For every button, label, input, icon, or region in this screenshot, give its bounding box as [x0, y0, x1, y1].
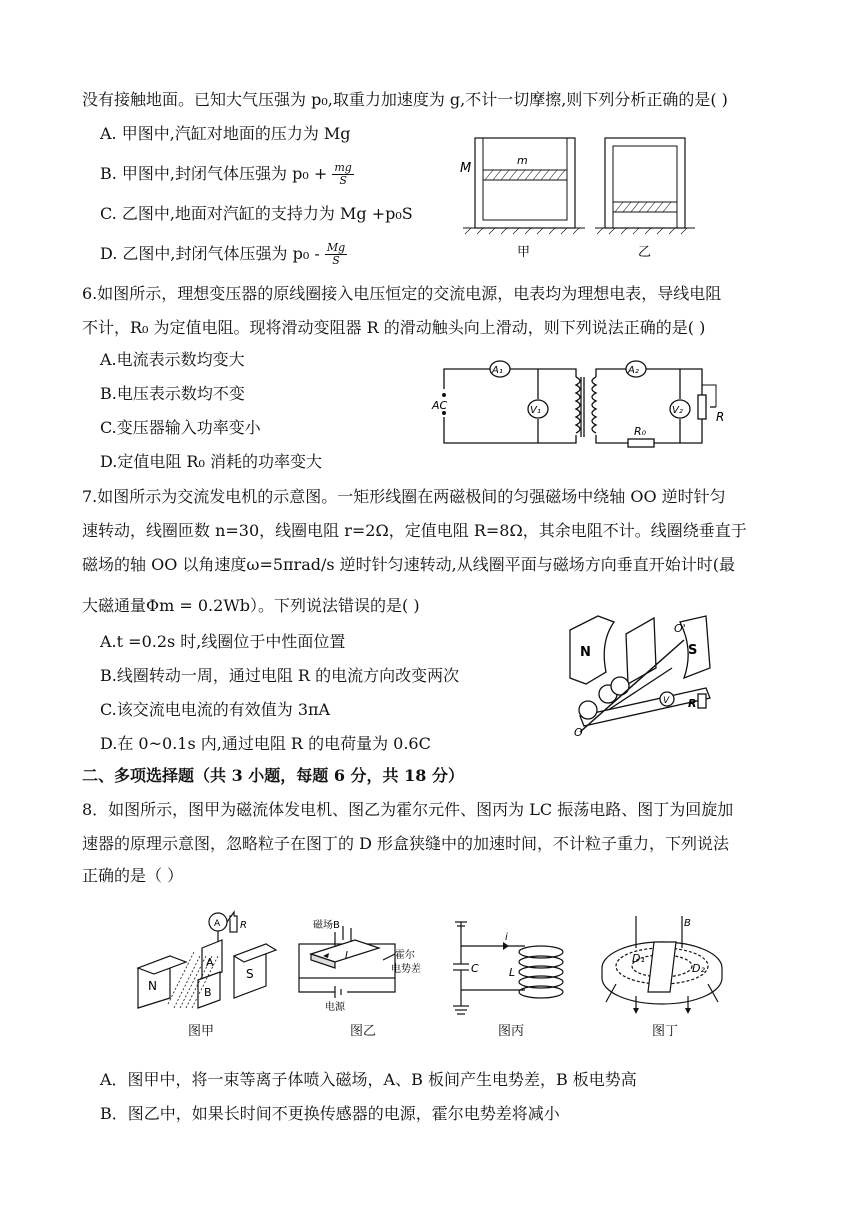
- label-m: m: [517, 154, 528, 167]
- section-2-heading: 二、多项选择题（共 3 小题，每题 6 分，共 18 分）: [82, 766, 464, 785]
- q7-stem-line-1: 7.如图所示为交流发电机的示意图。一矩形线圈在两磁极间的匀强磁场中绕轴 OO 逆时针匀: [82, 487, 726, 506]
- q8-stem-line-1: 8．如图所示，图甲为磁流体发电机、图乙为霍尔元件、图丙为 LC 振荡电路、图丁为回旋加: [82, 800, 734, 819]
- jia-plate-b-label: B: [204, 986, 212, 999]
- q5-option-c: C. 乙图中,地面对汽缸的支持力为 Mg +p₀S: [100, 204, 413, 223]
- figure-yi-hall-element: [295, 918, 425, 1018]
- pole-s-label: S: [688, 643, 698, 658]
- q7-option-d: D.在 0~0.1s 内,通过电阻 R 的电荷量为 0.6C: [100, 734, 431, 753]
- q8-option-a: A．图甲中，将一束等离子体喷入磁场，A、B 板间产生电势差，B 板电势高: [100, 1070, 637, 1089]
- ammeter-a1-label: A₁: [492, 365, 503, 376]
- label-yi: 乙: [638, 245, 652, 260]
- label-ac: AC: [432, 399, 448, 412]
- caption-ding: 图丁: [652, 1024, 679, 1039]
- axis-o-prime-label: O': [674, 622, 686, 635]
- q5-cylinder-figure: [455, 130, 695, 265]
- q6-stem-line-2: 不计，R₀ 为定值电阻。现将滑动变阻器 R 的滑动触头向上滑动，则下列说法正确的是( ): [82, 318, 706, 337]
- pole-n-label: N: [580, 645, 591, 660]
- jia-n-label: N: [148, 979, 157, 993]
- jia-s-label: S: [246, 967, 254, 981]
- yi-power-label: 电源: [325, 1002, 345, 1013]
- q5-option-a: A. 甲图中,汽缸对地面的压力为 Mg: [100, 124, 351, 143]
- q5-fraction-b: $\frac{mg}{S}$: [334, 161, 352, 187]
- figure-jia-mhd-generator: [130, 908, 280, 1018]
- axis-o-label: O: [574, 726, 583, 738]
- resistor-r0-label: R₀: [634, 425, 647, 438]
- q6-option-d: D.定值电阻 R₀ 消耗的功率变大: [100, 452, 322, 471]
- caption-bing: 图丙: [498, 1024, 525, 1039]
- ding-d2-label: D₂: [692, 962, 705, 975]
- q5-fraction-d: $\frac{Mg}{S}$: [326, 241, 346, 267]
- q7-stem-line-2: 速转动，线圈匝数 n=30，线圈电阻 r=2Ω，定值电阻 R=8Ω，其余电阻不计。线圈绕垂直于: [82, 521, 747, 540]
- voltmeter-v2-label: V₂: [672, 405, 683, 416]
- caption-jia: 图甲: [188, 1024, 215, 1039]
- yi-current-label: I: [345, 950, 348, 961]
- jia-ammeter-label: A: [214, 919, 221, 929]
- q6-transformer-circuit: [430, 355, 730, 455]
- q6-option-c: C.变压器输入功率变小: [100, 418, 261, 437]
- ammeter-a2-label: A₂: [628, 365, 639, 376]
- jia-plate-a-label: A: [206, 956, 214, 969]
- q8-stem-line-3: 正确的是（ ）: [82, 866, 184, 885]
- yi-emf-label: 电势差: [391, 964, 421, 975]
- q7-option-a: A.t =0.2s 时,线圈位于中性面位置: [100, 632, 346, 651]
- q5-option-d: D. 乙图中,封闭气体压强为 p₀ - $\frac{Mg}{S}$: [100, 241, 346, 267]
- q7-option-b: B.线圈转动一周，通过电阻 R 的电流方向改变两次: [100, 666, 460, 685]
- q5-option-b: B. 甲图中,封闭气体压强为 p₀ + $\frac{mg}{S}$: [100, 161, 352, 187]
- label-M: M: [460, 161, 472, 176]
- q6-stem-line-1: 6.如图所示，理想变压器的原线圈接入电压恒定的交流电源，电表均为理想电表，导线电阻: [82, 284, 722, 303]
- yi-hall-label: 霍尔: [395, 950, 415, 961]
- q5-stem-tail: 没有接触地面。已知大气压强为 p₀,取重力加速度为 g,不计一切摩擦,则下列分析正确的是( ): [82, 90, 728, 109]
- bing-l-label: L: [509, 966, 516, 979]
- rheostat-label: R: [716, 410, 725, 424]
- bing-i-label: i: [505, 932, 508, 943]
- q6-option-a: A.电流表示数均变大: [100, 350, 245, 369]
- q7-stem-line-3: 磁场的轴 OO 以角速度ω=5πrad/s 逆时针匀速转动,从线圈平面与磁场方向垂直开始计时(最: [82, 555, 736, 574]
- label-jia: 甲: [517, 245, 531, 260]
- jia-r-label: R: [240, 920, 247, 931]
- q7-generator-figure: [560, 612, 730, 738]
- q6-option-b: B.电压表示数均不变: [100, 384, 245, 403]
- resistor-label: R: [688, 697, 697, 710]
- caption-yi: 图乙: [350, 1024, 377, 1039]
- voltmeter-label: V: [663, 696, 670, 706]
- ding-b-label: B: [684, 918, 691, 929]
- bing-c-label: C: [471, 962, 479, 975]
- q7-option-c: C.该交流电电流的有效值为 3πA: [100, 700, 331, 719]
- q8-stem-line-2: 速器的原理示意图，忽略粒子在图丁的 D 形盒狭缝中的加速时间，不计粒子重力，下列说法: [82, 834, 730, 853]
- yi-field-label: 磁场B: [313, 920, 340, 931]
- figure-ding-cyclotron: [596, 908, 736, 1018]
- q8-option-b: B．图乙中，如果长时间不更换传感器的电源，霍尔电势差将减小: [100, 1104, 560, 1123]
- figure-bing-lc-circuit: [445, 918, 585, 1018]
- voltmeter-v1-label: V₁: [530, 405, 541, 416]
- ding-d1-label: D₁: [632, 952, 645, 965]
- q7-stem-line-4: 大磁通量Φm = 0.2Wb）。下列说法错误的是( ): [82, 596, 420, 615]
